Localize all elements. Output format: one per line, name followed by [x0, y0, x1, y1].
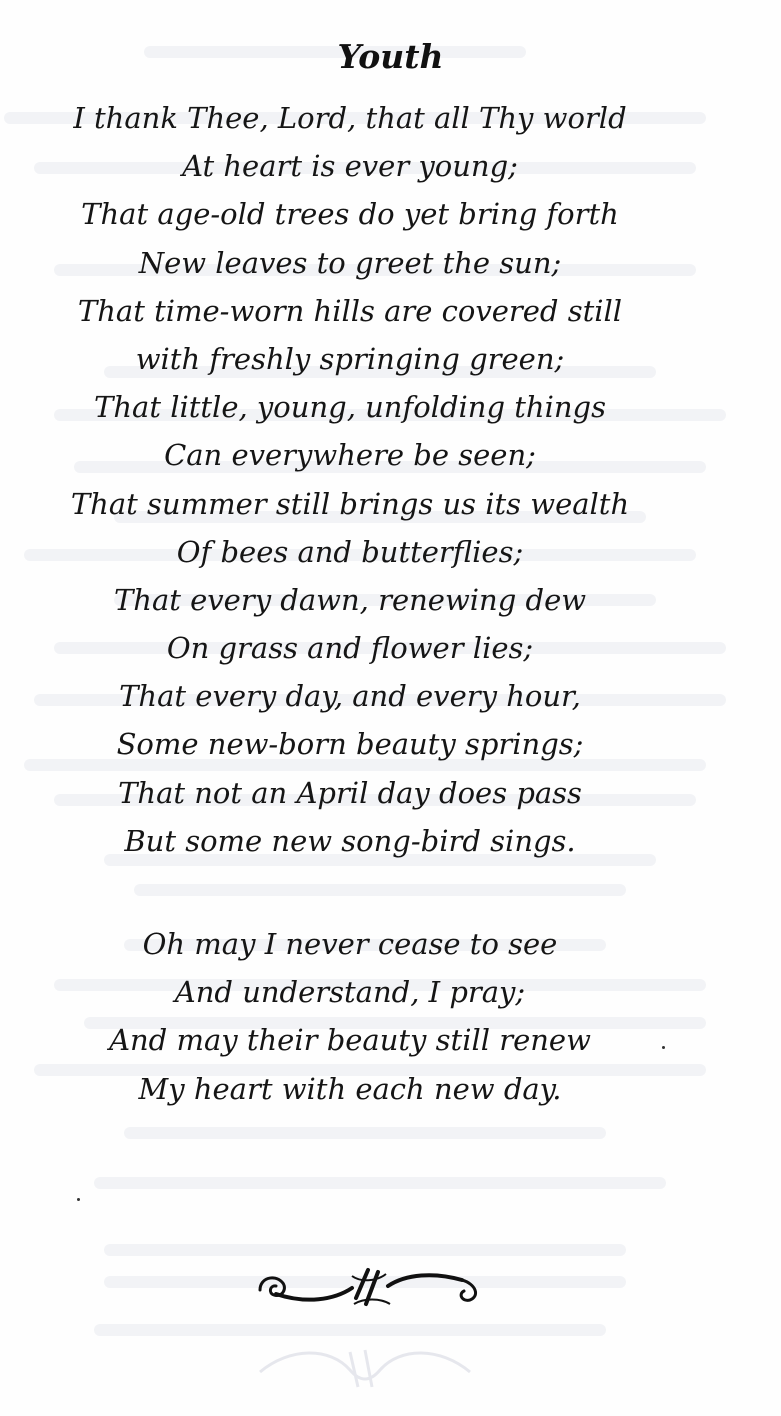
poem-line: My heart with each new day.	[138, 1071, 562, 1106]
poem-line: Oh may I never cease to see	[142, 927, 558, 961]
poem-line: New leaves to greet the sun;	[138, 245, 562, 280]
poem-line: That summer still brings us its wealth	[70, 486, 630, 521]
poem-line: That not an April day does pass	[118, 775, 582, 810]
poem-line: That little, young, unfolding things	[94, 390, 606, 425]
poem-line: Some new-born beauty springs;	[116, 727, 584, 762]
poem-line: That every day, and every hour,	[119, 679, 581, 714]
poem-line: That time-worn hills are covered still	[77, 293, 623, 328]
poem-stanza-1	[0, 94, 700, 865]
poem-line: And may their beauty still renew	[109, 1023, 591, 1058]
ghost-ornament-icon	[250, 1342, 480, 1392]
poem-title: Youth	[337, 37, 444, 77]
poem-line: with freshly springing green;	[135, 341, 565, 376]
poem-stanza-2	[0, 920, 700, 1113]
poem-line: That age-old trees do yet bring forth	[81, 197, 619, 232]
decorative-flourish-icon	[256, 1264, 484, 1310]
poem-line: And understand, I pray;	[174, 975, 526, 1010]
poem-line: Of bees and butterflies;	[176, 534, 524, 569]
ink-speck	[662, 1046, 665, 1049]
poem-line: At heart is ever young;	[182, 149, 518, 184]
poem-line: That every dawn, renewing dew	[113, 582, 587, 617]
poem-line: I thank Thee, Lord, that all Thy world	[73, 101, 627, 135]
ink-speck	[77, 1198, 80, 1201]
poem-line: On grass and flower lies;	[166, 631, 534, 666]
poem-line: But some new song-bird sings.	[124, 823, 576, 858]
poem-line: Can everywhere be seen;	[164, 438, 536, 473]
